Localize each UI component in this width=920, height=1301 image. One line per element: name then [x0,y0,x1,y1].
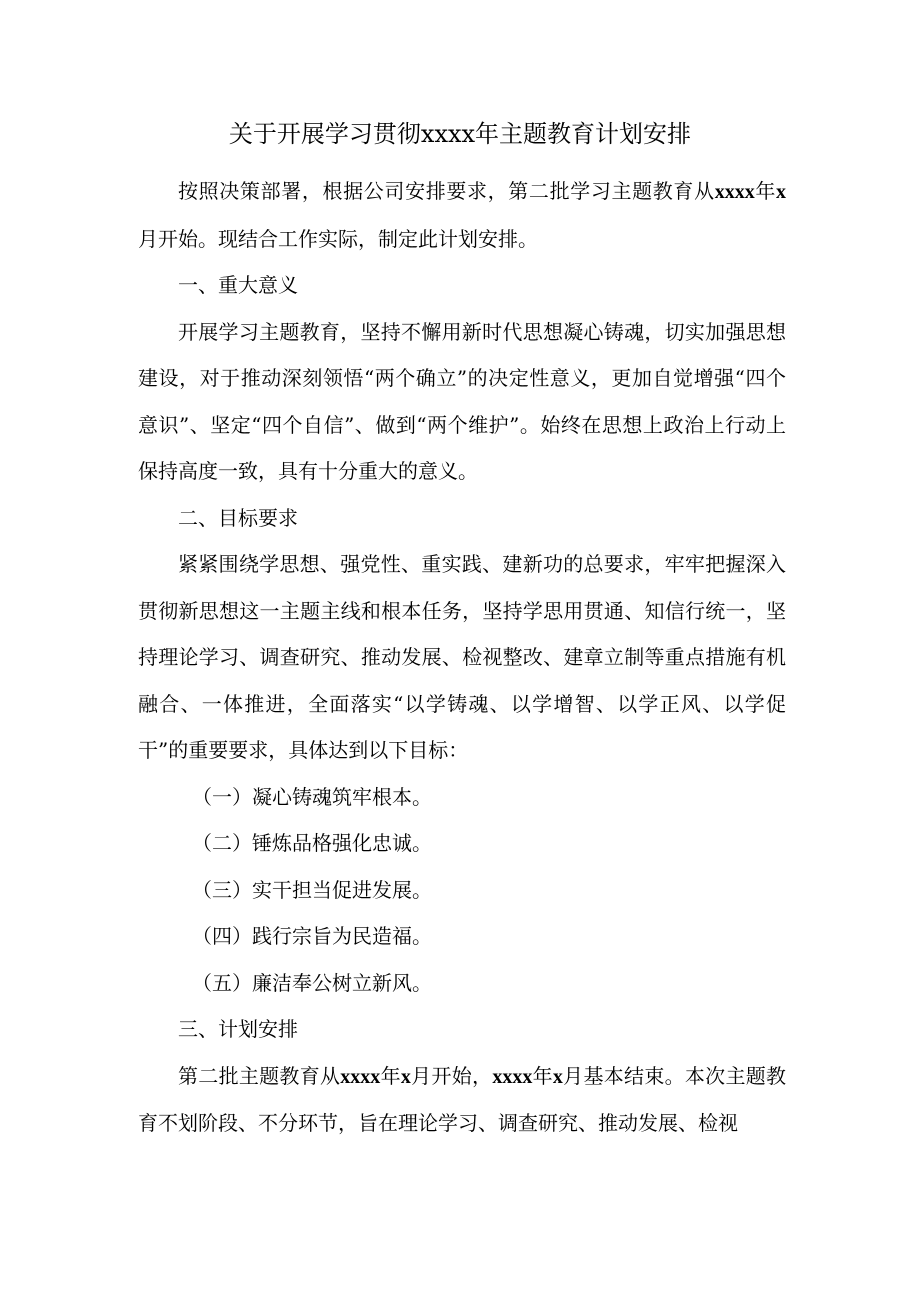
goal-item-5: （五）廉洁奉公树立新风。 [192,970,432,995]
section-1-paragraph: 开展学习主题教育，坚持不懈用新时代思想凝心铸魂，切实加强思想建设，对于推动深刻领悟“两个确立”的决定性意义，更加自觉增强“四个意识”、坚定“四个自信”、做到“两个维护”。始终在思想上政治上行动上保持高度一致，具有十分重大的意义。 [138,319,786,483]
intro-paragraph [138,168,786,262]
section-3-start-month: x [400,1065,411,1088]
section-3-end-month: x [552,1065,563,1088]
goal-item-1: （一）凝心铸魂筑牢根本。 [192,784,432,809]
intro-text-3: 月开始。现结合工作实际，制定此计划安排。 [138,226,538,251]
goal-item-4: （四）践行宗旨为民造福。 [192,924,432,948]
document-title: 关于开展学习贯彻xxxx年主题教育计划安排 [228,120,692,148]
document-body [138,168,786,1147]
section-3-text-5: 月基本结束。本次主题教育不划阶段、不分环节，旨在理论学习、调查研究、推动发展、检视 [138,1063,787,1135]
section-3-text-2: 年 [380,1063,401,1088]
goal-item-2: （二）锤炼品格强化忠诚。 [192,831,432,855]
section-3-paragraph [138,1053,786,1147]
section-3-start-year: xxxx [340,1065,381,1088]
section-2-paragraph: 紧紧围绕学思想、强党性、重实践、建新功的总要求，牢牢把握深入贯彻新思想这一主题主线和根本任务，坚持学思用贯通、知信行统一，坚持理论学习、调查研究、推动发展、检视整改、建章立制等重点措施有机融合、一体推进，全面落实“以学铸魂、以学增智、以学正风、以学促干”的重要要求，具体达到以下目标： [138,552,786,762]
section-3-text-3: 月开始， [410,1063,493,1088]
intro-text-1: 按照决策部署，根据公司安排要求，第二批学习主题教育从 [178,179,715,203]
intro-year: xxxx [714,181,755,203]
intro-text-2: 年 [754,179,777,203]
section-3-text-4: 年 [532,1063,553,1088]
section-3-text-1: 第二批主题教育从 [178,1063,341,1088]
section-3-heading: 三、计划安排 [178,1017,298,1041]
section-1-heading: 一、重大意义 [178,273,298,297]
intro-month: x [776,181,787,203]
section-2-heading: 二、目标要求 [178,505,298,530]
goal-item-3: （三）实干担当促进发展。 [192,877,432,902]
section-3-end-year: xxxx [492,1065,533,1088]
